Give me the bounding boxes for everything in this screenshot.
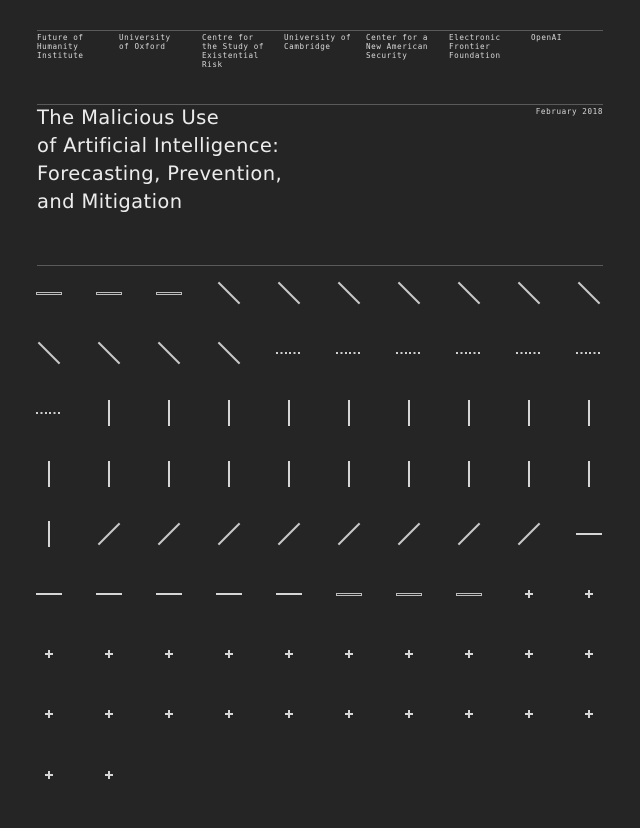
plus-icon <box>574 579 604 609</box>
plus-icon <box>94 639 124 669</box>
slash-glyph <box>214 519 244 549</box>
plus-icon <box>514 699 544 729</box>
backslash-glyph <box>514 278 544 308</box>
dash-glyph <box>574 519 604 549</box>
org-future-of-humanity-institute: Future of Humanity Institute <box>37 33 84 60</box>
vertical-bar-glyph <box>154 459 184 489</box>
backslash-glyph <box>274 278 304 308</box>
dash-glyph <box>214 579 244 609</box>
org-university-of-oxford: University of Oxford <box>119 33 171 51</box>
plus-icon <box>154 699 184 729</box>
box-glyph <box>154 278 184 308</box>
vertical-bar-glyph <box>334 398 364 428</box>
org-centre-study-existential-risk: Centre for the Study of Existential Risk <box>202 33 265 69</box>
plus-icon <box>274 639 304 669</box>
plus-icon <box>274 699 304 729</box>
box-glyph <box>34 278 64 308</box>
dash-glyph <box>154 579 184 609</box>
vertical-bar-glyph <box>574 459 604 489</box>
plus-icon <box>34 639 64 669</box>
backslash-glyph <box>454 278 484 308</box>
vertical-bar-glyph <box>334 459 364 489</box>
backslash-glyph <box>34 338 64 368</box>
box-glyph <box>334 579 364 609</box>
vertical-bar-glyph <box>274 398 304 428</box>
slash-glyph <box>94 519 124 549</box>
plus-icon <box>394 639 424 669</box>
plus-icon <box>94 760 124 790</box>
dotted-line-glyph <box>514 338 544 368</box>
plus-icon <box>214 639 244 669</box>
plus-icon <box>514 579 544 609</box>
org-openai: OpenAI <box>531 33 563 42</box>
plus-icon <box>154 639 184 669</box>
plus-icon <box>34 760 64 790</box>
slash-glyph <box>154 519 184 549</box>
org-electronic-frontier-foundation: Electronic Frontier Foundation <box>449 33 501 60</box>
vertical-bar-glyph <box>574 398 604 428</box>
report-title: The Malicious Use of Artificial Intelligence: Forecasting, Prevention, and Mitigation <box>37 106 283 213</box>
vertical-bar-glyph <box>514 398 544 428</box>
plus-icon <box>34 699 64 729</box>
backslash-glyph <box>154 338 184 368</box>
plus-icon <box>514 639 544 669</box>
org-center-new-american-security: Center for a New American Security <box>366 33 429 60</box>
slash-glyph <box>394 519 424 549</box>
dash-glyph <box>94 579 124 609</box>
backslash-glyph <box>574 278 604 308</box>
vertical-bar-glyph <box>34 459 64 489</box>
backslash-glyph <box>214 338 244 368</box>
plus-icon <box>394 699 424 729</box>
vertical-bar-glyph <box>34 519 64 549</box>
vertical-bar-glyph <box>394 398 424 428</box>
dotted-line-glyph <box>274 338 304 368</box>
plus-icon <box>574 699 604 729</box>
vertical-bar-glyph <box>394 459 424 489</box>
plus-icon <box>574 639 604 669</box>
dotted-line-glyph <box>574 338 604 368</box>
backslash-glyph <box>334 278 364 308</box>
plus-icon <box>454 639 484 669</box>
slash-glyph <box>274 519 304 549</box>
box-glyph <box>454 579 484 609</box>
box-glyph <box>394 579 424 609</box>
publication-date: February 2018 <box>535 107 603 116</box>
backslash-glyph <box>94 338 124 368</box>
plus-icon <box>334 699 364 729</box>
plus-icon <box>214 699 244 729</box>
dotted-line-glyph <box>34 398 64 428</box>
org-university-of-cambridge: University of Cambridge <box>284 33 352 51</box>
plus-icon <box>94 699 124 729</box>
backslash-glyph <box>394 278 424 308</box>
slash-glyph <box>334 519 364 549</box>
box-glyph <box>94 278 124 308</box>
vertical-bar-glyph <box>274 459 304 489</box>
vertical-bar-glyph <box>454 459 484 489</box>
dotted-line-glyph <box>454 338 484 368</box>
vertical-bar-glyph <box>454 398 484 428</box>
vertical-bar-glyph <box>214 398 244 428</box>
dotted-line-glyph <box>394 338 424 368</box>
plus-icon <box>454 699 484 729</box>
slash-glyph <box>514 519 544 549</box>
vertical-bar-glyph <box>94 459 124 489</box>
dash-glyph <box>274 579 304 609</box>
dotted-line-glyph <box>334 338 364 368</box>
backslash-glyph <box>214 278 244 308</box>
vertical-bar-glyph <box>514 459 544 489</box>
slash-glyph <box>454 519 484 549</box>
vertical-bar-glyph <box>154 398 184 428</box>
plus-icon <box>334 639 364 669</box>
vertical-bar-glyph <box>94 398 124 428</box>
dash-glyph <box>34 579 64 609</box>
vertical-bar-glyph <box>214 459 244 489</box>
